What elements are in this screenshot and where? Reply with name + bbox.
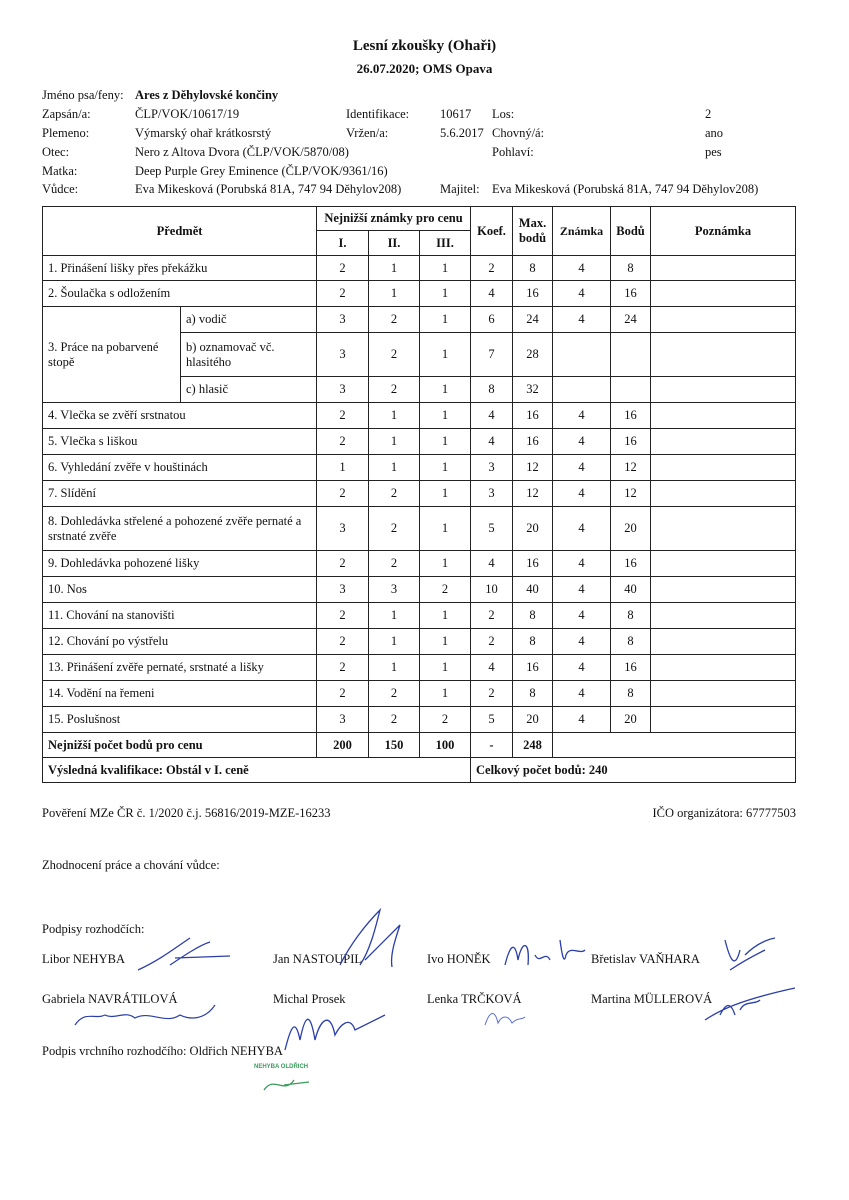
cell-I: 2 — [317, 429, 369, 455]
identification-value: 10617 — [440, 107, 472, 121]
cell-subject: 9. Dohledávka pohozené lišky — [43, 551, 317, 577]
cell-koef: 3 — [471, 481, 513, 507]
cell-III: 1 — [420, 256, 471, 281]
cell-koef: 5 — [471, 707, 513, 733]
cell-points: 16 — [611, 655, 651, 681]
cell-subject: 13. Přinášení zvěře pernaté, srstnaté a lišky — [43, 655, 317, 681]
cell-I: 2 — [317, 403, 369, 429]
cell-III: 1 — [420, 281, 471, 307]
cell-points: 20 — [611, 507, 651, 551]
cell-I: 2 — [317, 655, 369, 681]
cell-koef: 2 — [471, 256, 513, 281]
cell-koef: 2 — [471, 603, 513, 629]
cell-koef: 4 — [471, 429, 513, 455]
cell-III: 1 — [420, 377, 471, 403]
cell-koef: 2 — [471, 681, 513, 707]
judge-name: Břetislav VAŇHARA — [591, 952, 700, 966]
cell-note — [651, 256, 796, 281]
cell-koef: 6 — [471, 307, 513, 333]
judge-name: Jan NASTOUPIL — [273, 952, 363, 966]
cell-grade: 4 — [553, 603, 611, 629]
registration-label: Zapsán/a: — [42, 107, 91, 121]
cell-sub: a) vodič — [181, 307, 317, 333]
cell-II: 1 — [369, 455, 420, 481]
cell-grade: 4 — [553, 551, 611, 577]
signature-navratilova — [70, 1000, 220, 1035]
cell-koef: 4 — [471, 655, 513, 681]
cell-max: 8 — [513, 256, 553, 281]
evaluation-label: Zhodnocení práce a chování vůdce: — [42, 858, 220, 872]
sex-value: pes — [705, 145, 722, 159]
cell-max: 8 — [513, 603, 553, 629]
judge-name: Martina MÜLLEROVÁ — [591, 992, 713, 1006]
mother-label: Matka: — [42, 164, 78, 178]
cell-points: 8 — [611, 256, 651, 281]
cell-I: 2 — [317, 603, 369, 629]
cell-III: 1 — [420, 629, 471, 655]
cell-grade: 4 — [553, 577, 611, 603]
header-note: Poznámka — [651, 207, 796, 256]
cell-grade: 4 — [553, 629, 611, 655]
cell-II: 2 — [369, 307, 420, 333]
cell-note — [651, 455, 796, 481]
cell-max: 16 — [513, 655, 553, 681]
table-row — [43, 655, 796, 681]
cell-note — [651, 681, 796, 707]
cell-II: 1 — [369, 256, 420, 281]
cell-grade — [553, 377, 611, 403]
los-value: 2 — [705, 107, 712, 121]
registration-value: ČLP/VOK/10617/19 — [135, 107, 240, 121]
table-row — [43, 577, 796, 603]
signature-prosek — [280, 1000, 390, 1055]
cell-III: 1 — [420, 507, 471, 551]
cell-grade: 4 — [553, 507, 611, 551]
identification-label: Identifikace: — [346, 107, 410, 121]
cell-I: 1 — [317, 455, 369, 481]
breeding-label: Chovný/á: — [492, 126, 545, 140]
cell-II: 2 — [369, 481, 420, 507]
header-koef: Koef. — [471, 207, 513, 256]
cell-note — [651, 707, 796, 733]
cell-II: 1 — [369, 603, 420, 629]
cell-max: 20 — [513, 507, 553, 551]
cell-note — [651, 403, 796, 429]
cell-grade: 4 — [553, 429, 611, 455]
cell-grade: 4 — [553, 707, 611, 733]
cell-max: 40 — [513, 577, 553, 603]
results-table — [42, 206, 796, 783]
cell-note — [651, 307, 796, 333]
cell-max: 24 — [513, 307, 553, 333]
document-title: Lesní zkoušky (Ohaři) — [352, 38, 497, 54]
los-label: Los: — [492, 107, 515, 121]
cell-I: 3 — [317, 577, 369, 603]
cell-koef: 4 — [471, 403, 513, 429]
cell-subject: 8. Dohledávka střelené a pohozené zvěře pernaté a srstnaté zvěře — [43, 507, 317, 551]
cell-grade: 4 — [553, 256, 611, 281]
cell-II: 2 — [369, 551, 420, 577]
owner-label: Majitel: — [440, 182, 480, 196]
min-points-II: 150 — [369, 733, 420, 758]
cell-II: 1 — [369, 629, 420, 655]
cell-koef: 5 — [471, 507, 513, 551]
cell-III: 1 — [420, 551, 471, 577]
judge-name: Lenka TRČKOVÁ — [427, 992, 522, 1006]
cell-II: 2 — [369, 333, 420, 377]
cell-max: 20 — [513, 707, 553, 733]
handler-value: Eva Mikesková (Porubská 81A, 747 94 Děhylov208) — [135, 182, 402, 196]
cell-I: 3 — [317, 333, 369, 377]
cell-points: 8 — [611, 681, 651, 707]
cell-koef: 3 — [471, 455, 513, 481]
cell-grade: 4 — [553, 455, 611, 481]
min-points-I: 200 — [317, 733, 369, 758]
cell-note — [651, 507, 796, 551]
cell-III: 1 — [420, 333, 471, 377]
cell-points — [611, 333, 651, 377]
signature-trckova — [480, 1005, 530, 1030]
header-subject: Předmět — [43, 207, 317, 256]
cell-subject: 14. Vodění na řemeni — [43, 681, 317, 707]
cell-koef: 7 — [471, 333, 513, 377]
cell-points: 8 — [611, 629, 651, 655]
judge-name: Michal Prosek — [273, 992, 346, 1006]
father-value: Nero z Altova Dvora (ČLP/VOK/5870/08) — [135, 145, 349, 159]
cell-subject: 4. Vlečka se zvěří srstnatou — [43, 403, 317, 429]
cell-sub: b) oznamovač vč. hlasitého — [181, 333, 317, 377]
cell-max: 12 — [513, 455, 553, 481]
stamp-signature-icon — [254, 1070, 314, 1098]
cell-I: 2 — [317, 281, 369, 307]
cell-III: 1 — [420, 455, 471, 481]
cell-II: 3 — [369, 577, 420, 603]
cell-III: 2 — [420, 577, 471, 603]
cell-sub: c) hlasič — [181, 377, 317, 403]
cell-points: 16 — [611, 429, 651, 455]
header-II: II. — [369, 231, 420, 256]
cell-grade — [553, 333, 611, 377]
cell-II: 1 — [369, 281, 420, 307]
cell-subject: 11. Chování na stanovišti — [43, 603, 317, 629]
cell-II: 2 — [369, 377, 420, 403]
min-points-label: Nejnižší počet bodů pro cenu — [43, 733, 317, 758]
cell-I: 3 — [317, 507, 369, 551]
cell-points: 40 — [611, 577, 651, 603]
ico-text: IČO organizátora: 67777503 — [652, 806, 796, 820]
cell-subject: 2. Šoulačka s odložením — [43, 281, 317, 307]
cell-grade: 4 — [553, 481, 611, 507]
table-row — [43, 507, 796, 551]
table-row — [43, 707, 796, 733]
table-row — [43, 455, 796, 481]
cell-I: 3 — [317, 377, 369, 403]
cell-grade: 4 — [553, 307, 611, 333]
cell-max: 28 — [513, 333, 553, 377]
stamp-text: NEHYBA OLDŘICH — [254, 1064, 309, 1070]
cell-max: 32 — [513, 377, 553, 403]
cell-note — [651, 551, 796, 577]
cell-max: 8 — [513, 629, 553, 655]
cell-III: 2 — [420, 707, 471, 733]
breed-value: Výmarský ohař krátkosrstý — [135, 126, 272, 140]
cell-subject: 10. Nos — [43, 577, 317, 603]
cell-I: 2 — [317, 629, 369, 655]
cell-note — [651, 481, 796, 507]
cell-max: 16 — [513, 429, 553, 455]
table-row — [43, 281, 796, 307]
born-label: Vržen/a: — [346, 126, 389, 140]
cell-II: 1 — [369, 429, 420, 455]
handler-label: Vůdce: — [42, 182, 79, 196]
cell-II: 2 — [369, 681, 420, 707]
cell-I: 2 — [317, 256, 369, 281]
cell-points: 12 — [611, 481, 651, 507]
cell-max: 16 — [513, 551, 553, 577]
cell-note — [651, 377, 796, 403]
cell-note — [651, 281, 796, 307]
mother-value: Deep Purple Grey Eminence (ČLP/VOK/9361/16) — [135, 164, 388, 178]
cell-II: 1 — [369, 655, 420, 681]
cell-III: 1 — [420, 429, 471, 455]
cell-note — [651, 577, 796, 603]
cell-subject: 6. Vyhledání zvěře v houštinách — [43, 455, 317, 481]
cell-points: 20 — [611, 707, 651, 733]
judge-name: Libor NEHYBA — [42, 952, 125, 966]
header-points: Bodů — [611, 207, 651, 256]
judge-name: Gabriela NAVRÁTILOVÁ — [42, 992, 178, 1006]
final-qualification: Výsledná kvalifikace: Obstál v I. ceně — [43, 758, 471, 783]
header-min-grades: Nejnižší známky pro cenu — [317, 207, 471, 231]
min-points-max: 248 — [513, 733, 553, 758]
cell-max: 16 — [513, 281, 553, 307]
cell-I: 2 — [317, 481, 369, 507]
dog-name-label: Jméno psa/feny: — [42, 88, 124, 102]
authorization-text: Pověření MZe ČR č. 1/2020 č.j. 56816/2019-MZE-16233 — [42, 806, 331, 820]
cell-subject: 15. Poslušnost — [43, 707, 317, 733]
signature-vanhara — [710, 930, 780, 975]
cell-subject: 1. Přinášení lišky přes překážku — [43, 256, 317, 281]
cell-koef: 2 — [471, 629, 513, 655]
cell-grade: 4 — [553, 281, 611, 307]
total-points: Celkový počet bodů: 240 — [471, 758, 796, 783]
stamp — [254, 1064, 314, 1104]
header-grade: Známka — [553, 207, 611, 256]
document-subtitle: 26.07.2020; OMS Opava — [356, 61, 493, 76]
cell-I: 3 — [317, 707, 369, 733]
cell-points — [611, 377, 651, 403]
table-row — [43, 681, 796, 707]
breeding-value: ano — [705, 126, 724, 140]
header-I: I. — [317, 231, 369, 256]
header-III: III. — [420, 231, 471, 256]
cell-grade: 4 — [553, 655, 611, 681]
cell-note — [651, 655, 796, 681]
table-row — [43, 629, 796, 655]
cell-subject: 5. Vlečka s liškou — [43, 429, 317, 455]
table-row — [43, 307, 796, 333]
table-row — [43, 551, 796, 577]
cell-note — [651, 333, 796, 377]
cell-III: 1 — [420, 681, 471, 707]
cell-koef: 4 — [471, 551, 513, 577]
cell-subject: 3. Práce na pobarvené stopě — [43, 307, 181, 403]
cell-subject: 7. Slídění — [43, 481, 317, 507]
signature-nastoupil — [320, 905, 410, 975]
cell-subject: 12. Chování po výstřelu — [43, 629, 317, 655]
header-max: Max. bodů — [513, 207, 553, 256]
table-row — [43, 403, 796, 429]
table-row — [43, 603, 796, 629]
cell-max: 16 — [513, 403, 553, 429]
head-judge-label: Podpis vrchního rozhodčího: Oldřich NEHYBA — [42, 1044, 283, 1058]
cell-points: 16 — [611, 281, 651, 307]
cell-note — [651, 603, 796, 629]
breed-label: Plemeno: — [42, 126, 90, 140]
cell-grade: 4 — [553, 403, 611, 429]
cell-koef: 8 — [471, 377, 513, 403]
cell-III: 1 — [420, 307, 471, 333]
table-row — [43, 429, 796, 455]
cell-III: 1 — [420, 403, 471, 429]
cell-koef: 10 — [471, 577, 513, 603]
cell-note — [651, 429, 796, 455]
cell-max: 12 — [513, 481, 553, 507]
dog-name-value: Ares z Děhylovské končiny — [135, 88, 279, 102]
cell-grade: 4 — [553, 681, 611, 707]
judge-name: Ivo HONĚK — [427, 952, 491, 966]
cell-I: 2 — [317, 681, 369, 707]
min-points-III: 100 — [420, 733, 471, 758]
cell-koef: 4 — [471, 281, 513, 307]
cell-III: 1 — [420, 655, 471, 681]
signature-honek — [500, 935, 590, 975]
father-label: Otec: — [42, 145, 70, 159]
signature-mullerova — [700, 985, 800, 1025]
signature-nehyba — [130, 930, 240, 975]
cell-points: 16 — [611, 403, 651, 429]
table-row — [43, 256, 796, 281]
cell-points: 12 — [611, 455, 651, 481]
cell-note — [651, 629, 796, 655]
cell-III: 1 — [420, 603, 471, 629]
sex-label: Pohlaví: — [492, 145, 534, 159]
cell-points: 8 — [611, 603, 651, 629]
cell-II: 2 — [369, 707, 420, 733]
judges-label: Podpisy rozhodčích: — [42, 922, 145, 936]
owner-value: Eva Mikesková (Porubská 81A, 747 94 Děhylov208) — [492, 182, 759, 196]
cell-I: 2 — [317, 551, 369, 577]
cell-max: 8 — [513, 681, 553, 707]
cell-II: 2 — [369, 507, 420, 551]
cell-II: 1 — [369, 403, 420, 429]
born-value: 5.6.2017 — [440, 126, 484, 140]
cell-points: 24 — [611, 307, 651, 333]
table-row — [43, 481, 796, 507]
cell-I: 3 — [317, 307, 369, 333]
cell-points: 16 — [611, 551, 651, 577]
min-points-koef: - — [471, 733, 513, 758]
cell-III: 1 — [420, 481, 471, 507]
